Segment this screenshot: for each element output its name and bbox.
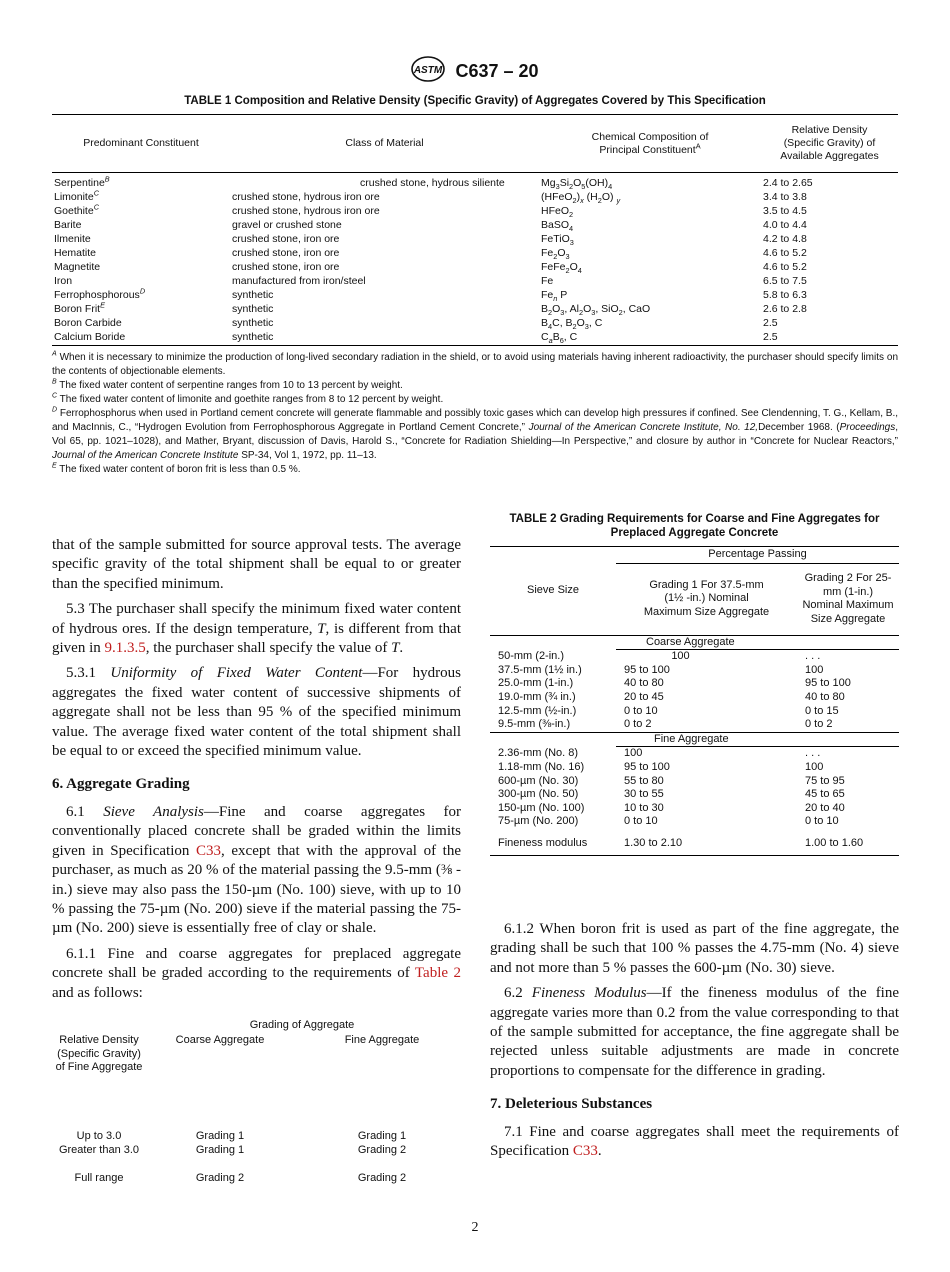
chemical-formula: $B_2O_3$, $Al_2O_3$, SiO$_2$, CaO bbox=[541, 303, 651, 318]
table-row: Barite gravel or crushed stone BaSO$_4$ 4.0 to 4.4 bbox=[54, 219, 807, 234]
table-row: 1.18-mm (No. 16) 95 to 100 100 bbox=[498, 760, 824, 773]
grading-row-fine: Grading 2 bbox=[357, 1172, 407, 1184]
table-row: 150-µm (No. 100) 10 to 30 20 to 40 bbox=[498, 801, 845, 814]
table-row: Calcium Boride synthetic $C_aB_6$, C 2.5 bbox=[52, 330, 898, 346]
paragraph-6-1: 6.1 Sieve Analysis—Fine and coarse aggregates for conventionally placed concrete shall be graded within the limits given in Specification C33, except that with the approval of the purchaser, as much as 20 % of the material passing the 9.5-mm (⅜ -in.) sieve may also pass the 150-µm (No. 100) sieve, with up to 10 % passing the 75-µm (No. 200) sieve if the material passing the 75-µm (No. 200) sieve is essentially free of clay or shale. bbox=[52, 803, 461, 937]
footnote-e: $^E$ The fixed water content of boron frit is less than 0.5 %. bbox=[52, 462, 301, 475]
table2-header-sieve: Sieve Size bbox=[527, 584, 579, 596]
table1-caption: TABLE 1 Composition and Relative Density (Specific Gravity) of Aggregates Covered by This Specification bbox=[184, 95, 766, 107]
table-row: Goethite$^C$ crushed stone, hydrous iron ore HFeO$_2$ 3.5 to 4.5 bbox=[54, 202, 807, 220]
grading-row-coarse: Grading 1 bbox=[195, 1144, 245, 1156]
table-row: Boron Carbide synthetic $B_4C$, $B_2O_3$, C 2.5 bbox=[54, 317, 778, 332]
table-row: 37.5-mm (1½ in.) 95 to 100 100 bbox=[498, 663, 824, 676]
table-row: 25.0-mm (1-in.) 40 to 80 95 to 100 bbox=[498, 677, 851, 690]
grading-header-fine: Fine Aggregate bbox=[344, 1034, 420, 1046]
chemical-formula: FeTiO$_3$ bbox=[541, 233, 574, 248]
left-column bbox=[52, 536, 461, 1003]
table2 bbox=[490, 546, 899, 856]
document-designation: C637 – 20 bbox=[455, 61, 539, 81]
table1-footnotes bbox=[52, 351, 898, 477]
astm-logo-icon bbox=[411, 56, 445, 87]
right-column bbox=[490, 920, 899, 1161]
grading-row-density: Up to 3.0 bbox=[76, 1130, 122, 1142]
table1-header-class: Class of Material bbox=[345, 137, 424, 149]
grading-header-coarse: Coarse Aggregate bbox=[175, 1034, 265, 1046]
table-row: 9.5-mm (⅜-in.) 0 to 2 0 to 2 bbox=[490, 718, 899, 732]
grading-row-coarse: Grading 1 bbox=[195, 1130, 245, 1142]
grading-row-coarse: Grading 2 bbox=[195, 1172, 245, 1184]
paragraph-6-1-2: 6.1.2 When boron frit is used as part of the fine aggregate, the grading shall be such that 100 % passes the 4.75-mm (No. 4) sieve and not more than 5 % passes the 600-µm (No. 30) sieve. bbox=[490, 921, 899, 976]
link-c33[interactable]: C33 bbox=[196, 842, 222, 859]
footnote-b: $^B$ The fixed water content of serpentine ranges from 10 to 13 percent by weight. bbox=[52, 378, 403, 391]
table-row: Hematite crushed stone, iron ore $Fe_2O_3$ 4.6 to 5.2 bbox=[54, 247, 807, 262]
table-row: 12.5-mm (½-in.) 0 to 10 0 to 15 bbox=[498, 704, 839, 717]
table1-header-density: Relative Density (Specific Gravity) of Available Aggregates bbox=[780, 124, 879, 162]
grading-header-density: Relative Density (Specific Gravity) of Fine Aggregate bbox=[55, 1034, 143, 1073]
paragraph-7-1: 7.1 Fine and coarse aggregates shall meet the requirements of Specification C33. bbox=[490, 1123, 899, 1160]
fineness-modulus-row: Fineness modulus 1.30 to 2.10 1.00 to 1.60 bbox=[490, 837, 899, 855]
table1-header-constituent: Predominant Constituent bbox=[83, 137, 199, 149]
paragraph-5-3-1: 5.3.1 Uniformity of Fixed Water Content—For hydrous aggregates the fixed water content of successive shipments of aggregate shall not be less than 95 % of the specified minimum value. The average fixed water content of the total shipment shall be equal to or exceed the specified minimum value. bbox=[52, 665, 462, 760]
table2-caption: TABLE 2 Grading Requirements for Coarse and Fine Aggregates for Preplaced Aggregate Concrete bbox=[509, 513, 880, 539]
table-row: 2.36-mm (No. 8) 100 . . . bbox=[498, 746, 821, 760]
table2-header-grading1: Grading 1 For 37.5-mm (1½ -in.) Nominal Maximum Size Aggregate bbox=[643, 578, 770, 618]
table-row: 75-µm (No. 200) 0 to 10 0 to 10 bbox=[498, 815, 839, 828]
grading-row-fine: Grading 1 bbox=[357, 1130, 407, 1142]
grading-row-density: Greater than 3.0 bbox=[58, 1144, 140, 1156]
table-row: Limonite$^C$ crushed stone, hydrous iron ore $(HFeO_2)_x$ $(H_2O)$ $_y$ 3.4 to 3.8 bbox=[54, 188, 807, 206]
table-row: 19.0-mm (¾ in.) 20 to 45 40 to 80 bbox=[498, 690, 845, 703]
table-row: Serpentine$^B$ crushed stone, hydrous siliente $Mg_3Si_2O_5(OH)_4$ 2.4 to 2.65 bbox=[54, 174, 813, 192]
table-row: Ferrophosphorous$^D$ synthetic $Fe_n$ P 5.8 to 6.3 bbox=[54, 286, 807, 304]
paragraph-6-1-1: 6.1.1 Fine and coarse aggregates for preplaced aggregate concrete shall be graded according to the requirements of Table 2 and as follows: bbox=[52, 945, 461, 1001]
table1 bbox=[52, 114, 898, 346]
table-row: 600-µm (No. 30) 55 to 80 75 to 95 bbox=[498, 774, 845, 787]
chemical-formula: $(HFeO_2)_x$ $(H_2O)$ $_y$ bbox=[541, 191, 621, 206]
table2-header-grading2: Grading 2 For 25-mm (1-in.) Nominal Maximum Size Aggregate bbox=[802, 571, 894, 625]
table-row: 50-mm (2-in.) 100 . . . bbox=[498, 649, 821, 663]
link-table-2[interactable]: Table 2 bbox=[414, 965, 461, 982]
paragraph-5-3: 5.3 The purchaser shall specify the minimum fixed water content of hydrous ores. If the design temperature, T, is different from that given in 9.1.3.5, the purchaser shall specify the value of T. bbox=[52, 601, 462, 657]
coarse-aggregate-label: Coarse Aggregate bbox=[616, 635, 899, 650]
table-row: 300-µm (No. 50) 30 to 55 45 to 65 bbox=[498, 788, 845, 801]
footnote-a: $^A$ When it is necessary to minimize the production of long-lived secondary radiation in the shield, or to avoid using materials having inherent radioactivity, the purchaser should specify limits on the contents of objectionable elements. bbox=[52, 350, 899, 377]
chemical-formula: $FeFe_2O_4$ bbox=[541, 261, 582, 276]
logo-text: ASTM bbox=[414, 65, 443, 76]
chemical-formula: BaSO$_4$ bbox=[541, 219, 574, 234]
table2-header-percent: Percentage Passing bbox=[616, 547, 899, 564]
chemical-formula: $Mg_3Si_2O_5(OH)_4$ bbox=[541, 177, 613, 192]
table-row: Iron manufactured from iron/steel Fe 6.5 to 7.5 bbox=[54, 275, 807, 287]
table1-header-chemical: Chemical Composition of Principal Constituent$^A$ bbox=[591, 130, 709, 156]
paragraph-6-2: 6.2 Fineness Modulus—If the fineness modulus of the fine aggregate varies more than 0.2 from the value corresponding to that of the sample submitted for acceptance, the fine aggregate shall be rejected unless suitable adjustments are made in concrete proportions to compensate for the difference in grading. bbox=[490, 985, 900, 1079]
section-heading-6: 6. Aggregate Grading bbox=[52, 776, 190, 793]
chemical-formula: $Fe_n$ P bbox=[541, 289, 568, 304]
page-header bbox=[0, 56, 950, 87]
link-c33[interactable]: C33 bbox=[572, 1143, 598, 1160]
page-number: 2 bbox=[471, 1220, 479, 1235]
chemical-formula: Fe bbox=[541, 275, 554, 287]
footnote-c: $^C$ The fixed water content of limonite and goethite ranges from 8 to 12 percent by weight. bbox=[52, 392, 444, 405]
table-row: Boron Frit$^E$ synthetic $B_2O_3$, $Al_2O_3$, SiO$_2$, CaO 2.6 to 2.8 bbox=[54, 300, 807, 318]
chemical-formula: $C_aB_6$, C bbox=[539, 330, 761, 346]
chemical-formula: $Fe_2O_3$ bbox=[541, 247, 570, 262]
section-heading-7: 7. Deleterious Substances bbox=[490, 1096, 653, 1113]
fine-aggregate-label: Fine Aggregate bbox=[616, 732, 899, 747]
chemical-formula: $B_4C$, $B_2O_3$, C bbox=[541, 317, 603, 332]
footnote-d: $^D$ Ferrophosphorus when used in Portland cement concrete will generate flammable and possibly toxic gases which can develop high pressures if confined. See Clendenning, T. G., Kellam, B., and MacInnis, C., “Hydrogen Evolution from Ferrophosphorous Aggregate in Portland Cement Concrete,” Journal of the American Concrete Institute, No. 12,December 1968. (Proceedings, Vol 65, pp. 1021–1028), and Mather, Bryant, discussion of Davis, Harold S., “Concrete for Radiation Shielding—In Perspective,” and closure by author in “Concrete for Nuclear Reactors,” Journal of the American Concrete Institute SP-34, Vol 1, 1972, pp. 11–13. bbox=[52, 406, 899, 461]
grading-row-fine: Grading 2 bbox=[357, 1144, 407, 1156]
chemical-formula: HFeO$_2$ bbox=[541, 205, 574, 220]
grading-table-title: Grading of Aggregate bbox=[249, 1019, 355, 1031]
paragraph-continued: that of the sample submitted for source approval tests. The average specific gravity of the total shipment shall be equal to or greater than the specified minimum. bbox=[52, 537, 461, 592]
link-9-1-3-5[interactable]: 9.1.3.5 bbox=[104, 640, 146, 657]
table-row: Magnetite crushed stone, iron ore $FeFe_2O_4$ 4.6 to 5.2 bbox=[54, 261, 807, 276]
table-row: Ilmenite crushed stone, iron ore FeTiO$_3$ 4.2 to 4.8 bbox=[54, 233, 807, 248]
grading-row-density: Full range bbox=[74, 1172, 124, 1184]
